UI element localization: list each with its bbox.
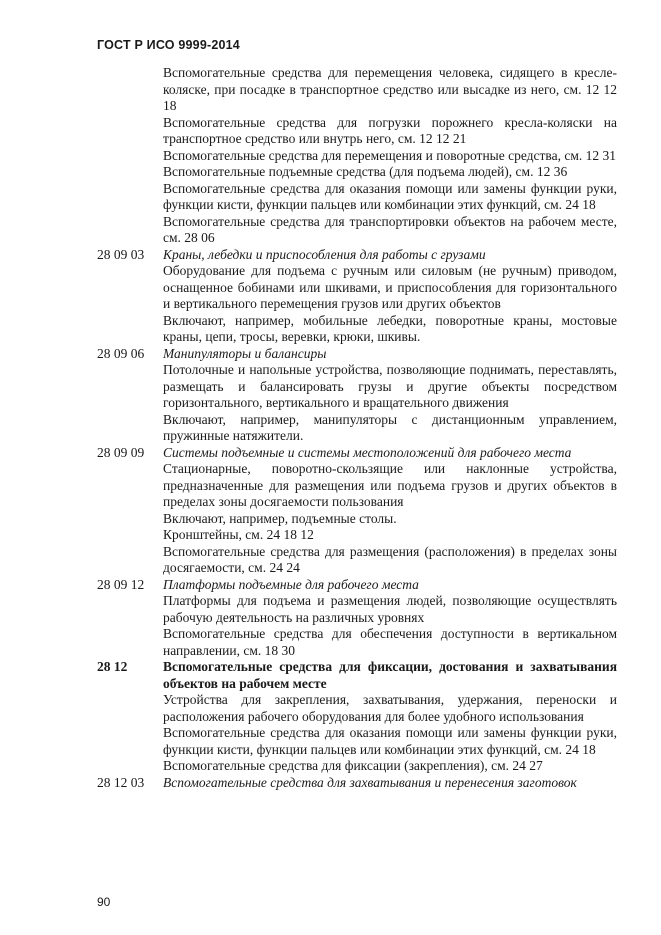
classification-code: 28 12 <box>97 659 128 674</box>
classification-entry <box>97 247 617 346</box>
entry-title: Вспомогательные средства для захватывания и перенесения заготовок <box>163 774 577 790</box>
page-number: 90 <box>97 895 111 909</box>
classification-code: 28 12 03 <box>97 774 145 790</box>
classification-code: 28 09 12 <box>97 576 145 592</box>
entry-description: Оборудование для подъема с ручным или силовым (не ручным) приводом, оснащенное бобинами или шкивами, и приспособления для горизонтального и вертикального перемещения грузов или других объектов <box>163 263 617 311</box>
cross-reference: Кронштейны, см. 24 18 12 <box>163 527 314 542</box>
cross-reference: Вспомогательные средства для обеспечения доступности в вертикальном направлении, см. 18 30 <box>163 626 617 658</box>
entry-title: Краны, лебедки и приспособления для работы с грузами <box>163 246 486 262</box>
cross-reference: Вспомогательные подъемные средства (для подъема людей), см. 12 36 <box>163 164 568 179</box>
entry-title: Платформы подъемные для рабочего места <box>163 576 419 592</box>
cross-reference: Вспомогательные средства для транспортировки объектов на рабочем месте, см. 28 06 <box>163 213 617 245</box>
cross-reference: Вспомогательные средства для перемещения и поворотные средства, см. 12 31 <box>163 147 617 163</box>
classification-entry <box>97 659 617 775</box>
classification-entry <box>97 775 617 792</box>
classification-entry <box>97 577 617 660</box>
entry-description: Потолочные и напольные устройства, позволяющие поднимать, переставлять, размещать и балансировать грузы и другие объекты посредством горизонтального, вертикального и вращательного движения <box>163 362 617 410</box>
entry-description: Включают, например, подъемные столы. <box>163 510 397 526</box>
intro-block <box>97 65 617 247</box>
entry-description: Устройства для закрепления, захватывания, удержания, переноски и расположения рабочего оборудования для более удобного использования <box>163 692 617 724</box>
cross-reference: Вспомогательные средства для оказания помощи или замены функции руки, функции кисти, функции пальцев или комбинации этих функций, см. 24 18 <box>163 725 617 757</box>
classification-entry <box>97 346 617 445</box>
entry-description: Включают, например, мобильные лебедки, поворотные краны, мостовые краны, цепи, тросы, веревки, крюки, шкивы. <box>163 312 617 344</box>
entry-description: Платформы для подъема и размещения людей, позволяющие осуществлять рабочую деятельность на различных уровнях <box>163 593 617 625</box>
classification-code: 28 09 06 <box>97 345 145 361</box>
entry-title: Вспомогательные средства для фиксации, достования и захватывания объектов на рабочем месте <box>163 659 617 691</box>
cross-reference: Вспомогательные средства для фиксации (закрепления), см. 24 27 <box>163 758 543 773</box>
entry-description: Включают, например, манипуляторы с дистанционным управлением, пружинные натяжители. <box>163 411 617 443</box>
cross-reference: Вспомогательные средства для оказания помощи или замены функции руки, функции кисти, функции пальцев или комбинации этих функций, см. 24 18 <box>163 180 617 212</box>
cross-reference: Вспомогательные средства для размещения (расположения) в пределах зоны досягаемости, см. 24 24 <box>163 543 617 575</box>
classification-code: 28 09 09 <box>97 444 145 460</box>
cross-reference: Вспомогательные средства для погрузки порожнего кресла-коляски на транспортное средство или внутрь него, см. 12 12 21 <box>163 114 617 146</box>
entry-title: Системы подъемные и системы местоположений для рабочего места <box>163 444 572 460</box>
classification-entry <box>97 445 617 577</box>
entry-title: Манипуляторы и балансиры <box>163 345 327 361</box>
entry-description: Стационарные, поворотно-скользящие или наклонные устройства, предназначенные для размещения или подъема грузов и других объектов в пределах зоны досягаемости пользования <box>163 461 617 509</box>
cross-reference: Вспомогательные средства для перемещения человека, сидящего в кресле-коляске, при посадке в транспортное средство или высадке из него, см. 12 12 18 <box>163 65 617 113</box>
classification-code: 28 09 03 <box>97 246 145 262</box>
document-header: ГОСТ Р ИСО 9999-2014 <box>97 38 240 52</box>
page-content <box>97 65 617 791</box>
